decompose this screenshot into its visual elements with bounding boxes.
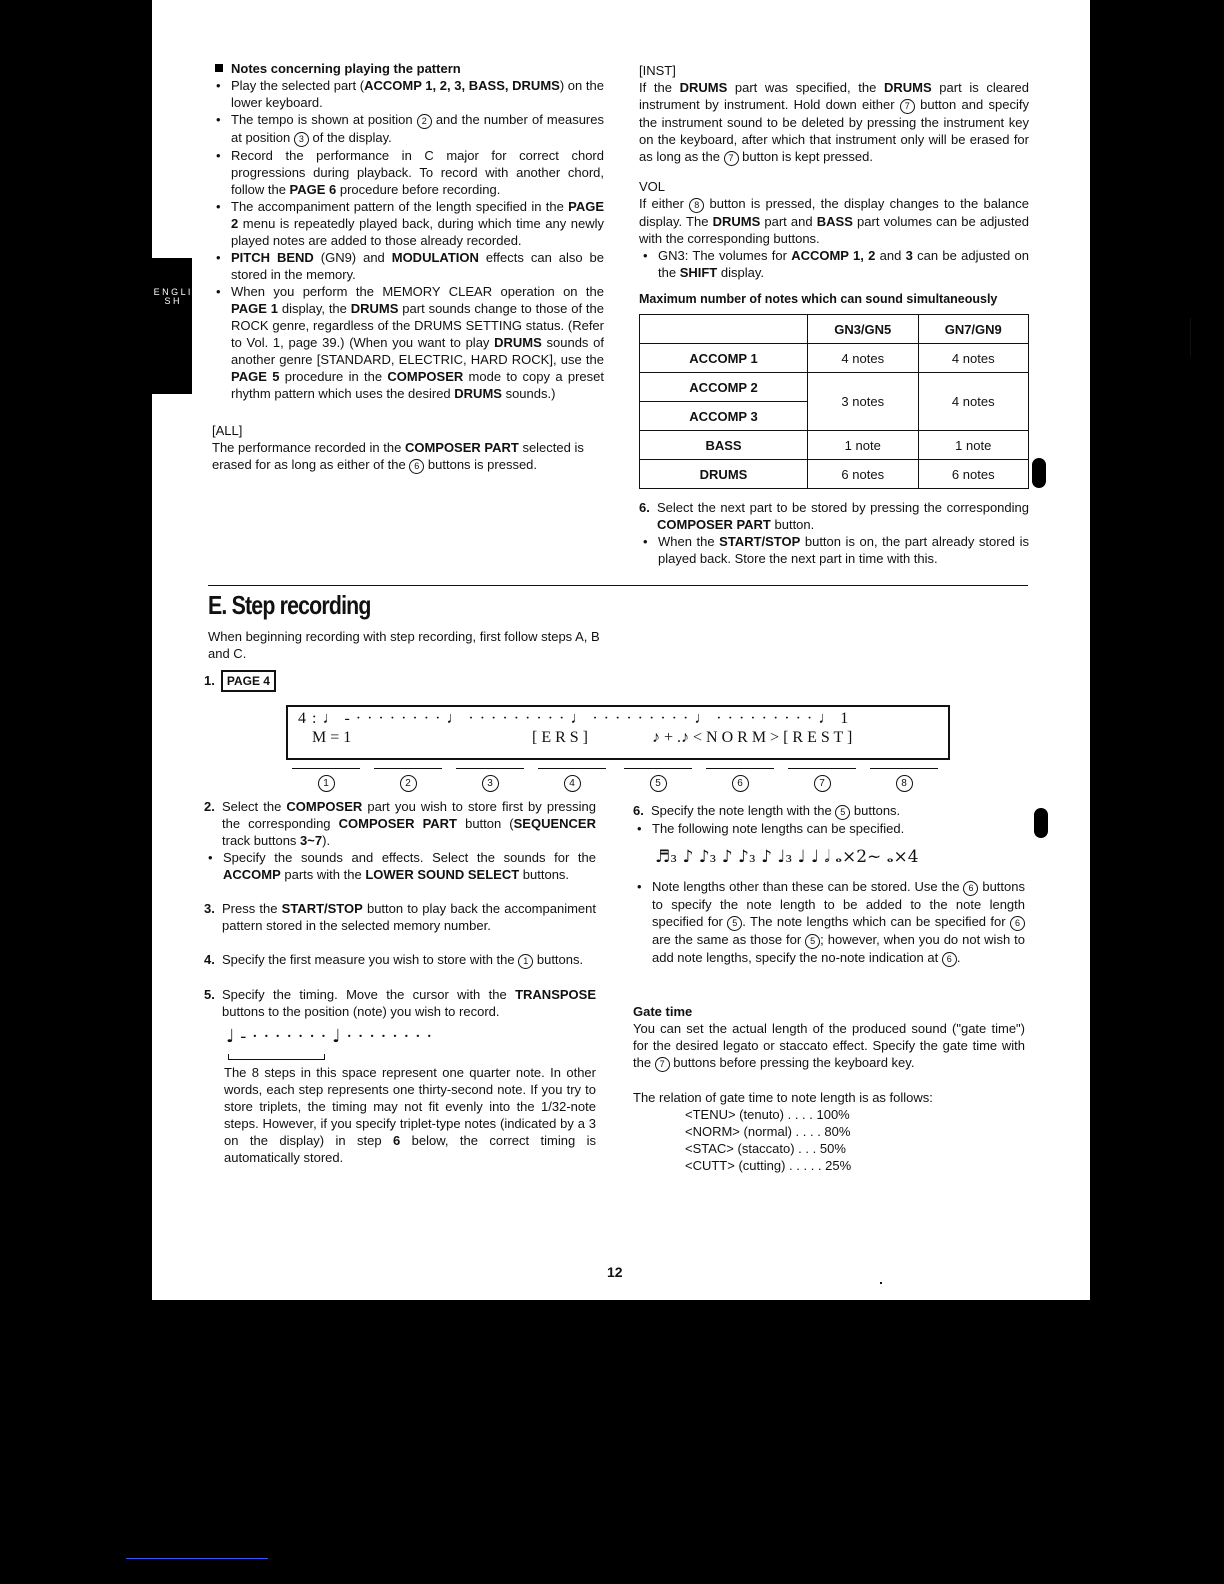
list-item: • When you perform the MEMORY CLEAR operation on the PAGE 1 display, the DRUMS part sounds change to those of the ROCK genre, regardless of the DRUMS SETTING status. (Refer to Vol. 1, page 39.) (When you want to play DRUMS sounds of another genre [STANDARD, ELECTRIC, HARD ROCK], use the PAGE 5 procedure in the COMPOSER mode to copy a preset rhythm pattern which uses the desired DRUMS sounds.) xyxy=(212,283,604,402)
table-row xyxy=(640,315,1029,344)
table-header: GN7/GN9 xyxy=(918,315,1029,344)
gate-time-title: Gate time xyxy=(633,1004,693,1019)
gate-item-normal: <NORM> (normal) . . . . 80% xyxy=(685,1124,851,1139)
list-item: • Play the selected part (ACCOMP 1, 2, 3, BASS, DRUMS) on the lower keyboard. xyxy=(212,77,604,111)
notes-heading: Notes concerning playing the pattern xyxy=(212,60,604,77)
timing-diagram: ♩ - · · · · · · · ♩ · · · · · · · · xyxy=(226,1028,596,1060)
vol-list xyxy=(639,247,1029,281)
lcd-measure: M = 1 xyxy=(312,729,352,746)
gate-item-staccato: <STAC> (staccato) . . . 50% xyxy=(685,1141,846,1156)
left-column-top xyxy=(212,60,604,474)
vol-text: If either 8 button is pressed, the display changes to the balance display. The DRUMS part and BASS part volumes can be adjusted with the corresponding buttons. xyxy=(639,196,1030,246)
language-tab xyxy=(152,258,192,394)
table-cell: ACCOMP 1 xyxy=(640,344,808,373)
table-cell: 3 notes xyxy=(808,373,919,431)
step-4-text: 4. Specify the first measure you wish to store with the 1 buttons. xyxy=(204,952,584,967)
table-header: GN3/GN5 xyxy=(808,315,919,344)
step-6-list xyxy=(639,533,1029,567)
list-item: • The tempo is shown at position 2 and the number of measures at position 3 of the display. xyxy=(212,111,604,147)
all-text: The performance recorded in the COMPOSER PART selected is erased for as long as either of the 6 buttons is pressed. xyxy=(212,440,584,472)
binding-mark-bottom xyxy=(1034,808,1048,838)
speck xyxy=(880,1282,882,1284)
vol-label: VOL xyxy=(639,179,666,194)
edge-line xyxy=(126,1558,268,1559)
table-edge-mark xyxy=(1190,318,1191,356)
table-cell: 4 notes xyxy=(918,373,1029,431)
step-5-paragraph: The 8 steps in this space represent one quarter note. In other words, each step represents one thirty-second note. If you try to store triplets, the timing may not fit evenly into the 1/32-note steps. However, if you specify triplet-type notes (indicated by a 3 on the display) in step 6 below, the correct timing is automatically stored. xyxy=(224,1065,596,1165)
table-row xyxy=(640,373,1029,402)
gate-item-cutting: <CUTT> (cutting) . . . . . 25% xyxy=(685,1158,852,1173)
all-label: [ALL] xyxy=(212,423,243,438)
section-title: E. Step recording xyxy=(208,590,371,620)
notes-list xyxy=(212,77,604,402)
list-item: • When the START/STOP button is on, the part already stored is played back. Store the next part in time with this. xyxy=(639,533,1029,567)
lcd-note-gate: ♪ + .♪ < N O R M > [ R E S T ] xyxy=(652,729,853,746)
table-cell: 1 note xyxy=(918,431,1029,460)
list-item: • GN3: The volumes for ACCOMP 1, 2 and 3 can be adjusted on the SHIFT display. xyxy=(639,247,1029,281)
right-column-top xyxy=(639,62,1029,567)
step-2-text: 2. Select the COMPOSER part you wish to store first by pressing the corresponding COMPOSER PART button (SEQUENCER track buttons 3~7). xyxy=(204,799,597,848)
lcd-display xyxy=(286,705,950,760)
binding-mark-top xyxy=(1032,458,1046,488)
marker-2: 2 xyxy=(374,768,442,792)
gate-time-section xyxy=(633,1003,1025,1174)
step-5-text: 5. Specify the timing. Move the cursor with the TRANSPOSE buttons to the position (note) you wish to record. xyxy=(204,987,596,1019)
table-cell: BASS xyxy=(640,431,808,460)
page-4-box: PAGE 4 xyxy=(221,670,276,692)
step-2-list xyxy=(204,849,596,883)
step-6-text: 6. Select the next part to be stored by pressing the corresponding COMPOSER PART button. xyxy=(639,500,1029,532)
marker-1: 1 xyxy=(292,768,360,792)
manual-page xyxy=(152,0,1090,1300)
inst-label: [INST] xyxy=(639,63,676,78)
table-cell: 6 notes xyxy=(918,460,1029,489)
table-row xyxy=(640,460,1029,489)
step-3-text: 3. Press the START/STOP button to play back the accompaniment pattern stored in the selected memory number. xyxy=(204,901,596,933)
table-cell: DRUMS xyxy=(640,460,808,489)
list-item: • PITCH BEND (GN9) and MODULATION effects can also be stored in the memory. xyxy=(212,249,604,283)
gate-item-tenuto: <TENU> (tenuto) . . . . 100% xyxy=(685,1107,850,1122)
list-item: • Record the performance in C major for correct chord progressions during playback. To record with another chord, follow the PAGE 6 procedure before recording. xyxy=(212,147,604,198)
gate-relation: The relation of gate time to note length is as follows: xyxy=(633,1090,933,1105)
note-length-sequence: ♬₃ ♪ ♪₃ ♪ ♪₃ ♪ ♩₃ ♩ ♩ 𝅗𝅥 𝅝×2~ 𝅝×4 xyxy=(655,847,919,867)
marker-8: 8 xyxy=(870,768,938,792)
table-row xyxy=(640,431,1029,460)
page-number: 12 xyxy=(607,1264,623,1280)
marker-6: 6 xyxy=(706,768,774,792)
marker-4: 4 xyxy=(538,768,606,792)
table-cell: 6 notes xyxy=(808,460,919,489)
table-cell: 4 notes xyxy=(918,344,1029,373)
table-cell: 1 note xyxy=(808,431,919,460)
table-cell: ACCOMP 2 xyxy=(640,373,808,402)
table-cell: 4 notes xyxy=(808,344,919,373)
table-cell: ACCOMP 3 xyxy=(640,402,808,431)
table-title: Maximum number of notes which can sound simultaneously xyxy=(639,292,998,306)
lcd-ers: [ E R S ] xyxy=(532,729,588,746)
inst-text: If the DRUMS part was specified, the DRUMS part is cleared instrument by instrument. Hold down either 7 button and specify the instrument sound to be deleted by pressing the instrument key on the keyboard, after which that instrument only will be erased for as long as the 7 button is kept pressed. xyxy=(639,80,1029,164)
lcd-row-1: 4 : ♩ - · · · · · · · · ♩ · · · · · · · · · ♩ · · · · · · · · · ♩ · · · · · · · · · ♩ 1 xyxy=(298,710,850,727)
marker-5: 5 xyxy=(624,768,692,792)
table-row xyxy=(640,344,1029,373)
note-length-list xyxy=(633,878,1025,967)
section-divider xyxy=(208,585,1028,586)
section-intro: When beginning recording with step recording, first follow steps A, B and C. xyxy=(208,629,600,661)
left-column-bottom xyxy=(204,798,596,1166)
right-column-bottom xyxy=(633,802,1025,1174)
step-1: 1. PAGE 4 xyxy=(204,670,276,692)
notes-table xyxy=(639,314,1029,489)
marker-7: 7 xyxy=(788,768,856,792)
language-tab-label: E N G L I S H xyxy=(153,287,191,306)
list-item: • The following note lengths can be specified. xyxy=(633,820,1025,837)
quarter-note-bracket xyxy=(228,1054,325,1060)
marker-3: 3 xyxy=(456,768,524,792)
list-item: • Specify the sounds and effects. Select the sounds for the ACCOMP parts with the LOWER SOUND SELECT buttons. xyxy=(204,849,596,883)
list-item: • Note lengths other than these can be stored. Use the 6 buttons to specify the note length to be added to the note length specified for 5 . The note lengths which can be specified for 6 are the same as those for 5 ; however, when you do not wish to add note lengths, specify the no-note indication at 6 . xyxy=(633,878,1025,967)
position-markers xyxy=(292,768,942,798)
list-item: • The accompaniment pattern of the length specified in the PAGE 2 menu is repeatedly played back, during which time any newly played notes are added to those already recorded. xyxy=(212,198,604,249)
gate-time-text: You can set the actual length of the produced sound ("gate time") for the desired legato or staccato effect. Specify the gate time with the 7 buttons before pressing the keyboard key. xyxy=(633,1021,1025,1070)
table-cell xyxy=(640,315,808,344)
step-6b-list xyxy=(633,820,1025,837)
step-6b-text: 6. Specify the note length with the 5 buttons. xyxy=(633,803,901,818)
